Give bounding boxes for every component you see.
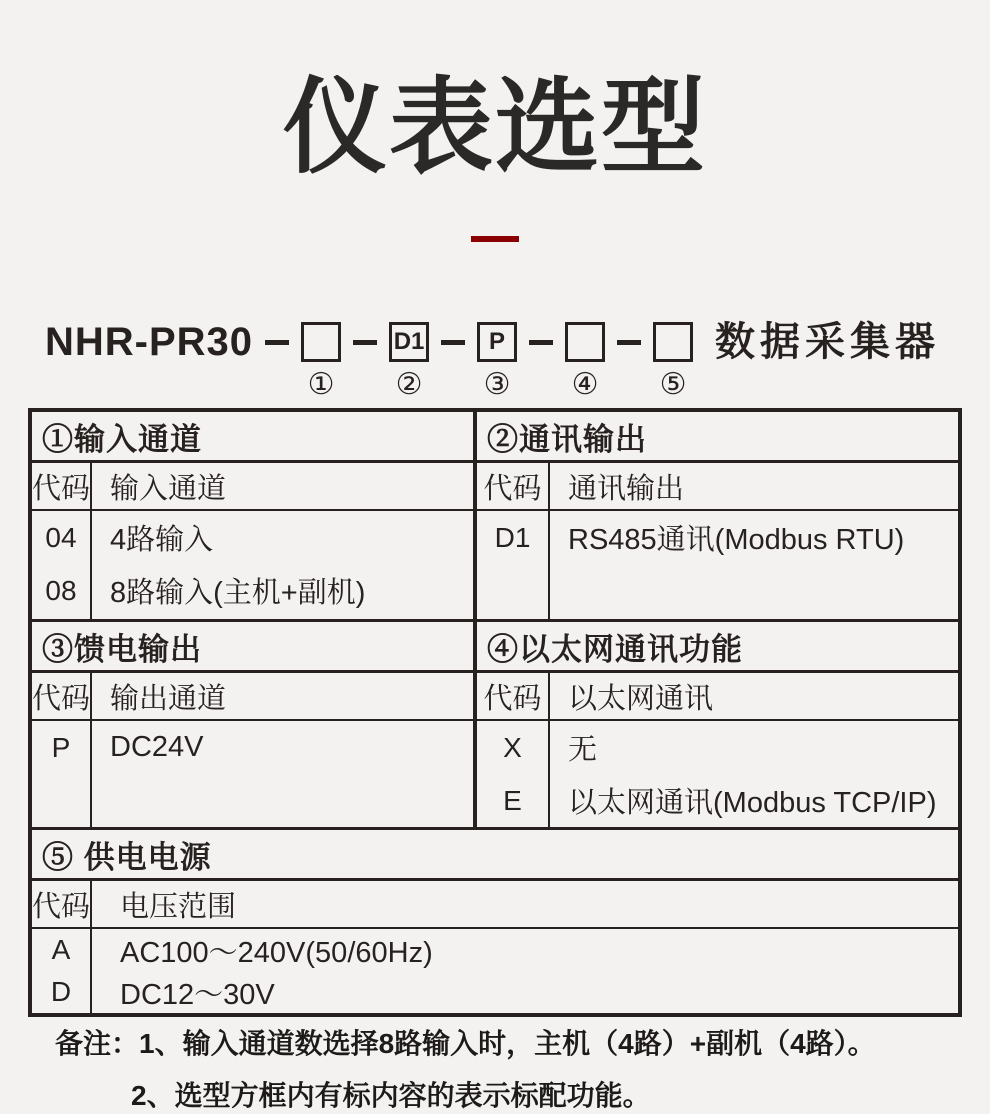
model-separator-dash — [441, 340, 465, 345]
table-cell-code: 04 — [45, 521, 77, 553]
section-5-header: ⑤ 供电电源 — [32, 830, 958, 881]
section-1-value-header: 输入通道 — [110, 472, 227, 505]
model-slot-3 — [477, 322, 517, 400]
section-4-header: ④以太网通讯功能 — [477, 622, 958, 673]
section-5-value-header: 电压范围 — [120, 890, 237, 923]
section-comm-output — [477, 412, 958, 619]
section-row-3-4 — [32, 619, 958, 827]
section-3-header: ③馈电输出 — [32, 622, 473, 673]
table-cell-code: P — [51, 731, 71, 763]
section-1-subheader — [32, 463, 473, 511]
model-slot-1-box — [301, 322, 341, 362]
table-cell-value: DC24V — [110, 731, 204, 763]
table-cell-code: D1 — [494, 521, 531, 553]
section-row-1-2 — [32, 412, 958, 619]
table-cell-code: X — [503, 731, 522, 763]
section-5-code-header: 代码 — [32, 881, 92, 927]
section-2-value-header: 通讯输出 — [568, 472, 685, 505]
model-separator-dash — [529, 340, 553, 345]
model-slot-3-number: ③ — [483, 368, 511, 401]
section-4-value-header: 以太网通讯 — [568, 682, 714, 715]
footnote-1-text: 1、输入通道数选择8路输入时，主机（4路）+副机（4路）。 — [139, 1028, 876, 1059]
model-slot-5-box — [653, 322, 693, 362]
footnote-1 — [55, 1022, 876, 1062]
model-separator-dash — [353, 340, 377, 345]
section-input-channels — [32, 412, 477, 619]
section-2-body — [477, 511, 958, 619]
footnote-2-text: 2、选型方框内有标内容的表示标配功能。 — [131, 1080, 651, 1111]
model-slot-2 — [389, 322, 429, 400]
table-cell-code: E — [503, 784, 522, 816]
table-cell-value: 8路输入(主机+副机) — [110, 577, 366, 609]
table-cell-value: AC100～240V(50/60Hz) — [120, 936, 433, 969]
section-1-body — [32, 511, 473, 619]
table-cell-value: RS485通讯(Modbus RTU) — [568, 524, 905, 556]
section-feed-output — [32, 622, 477, 827]
selection-table — [28, 408, 962, 1017]
model-suffix: 数据采集器 — [715, 320, 941, 364]
section-1-code-header: 代码 — [32, 463, 92, 509]
table-cell-code: 08 — [45, 574, 77, 606]
model-slot-4-number: ④ — [571, 368, 599, 401]
section-ethernet-comm — [477, 622, 958, 827]
model-prefix: NHR-PR30 — [45, 320, 254, 364]
model-slot-4-box — [565, 322, 605, 362]
section-3-code-header: 代码 — [32, 673, 92, 719]
model-slot-5-number: ⑤ — [659, 368, 687, 401]
section-3-subheader — [32, 673, 473, 721]
section-2-code-header: 代码 — [477, 463, 550, 509]
model-separator-dash — [265, 340, 289, 345]
table-cell-value: 4路输入 — [110, 524, 214, 556]
section-4-subheader — [477, 673, 958, 721]
footnote-label: 备注： — [55, 1028, 140, 1059]
model-slot-2-number: ② — [395, 368, 423, 401]
section-3-value-header: 输出通道 — [110, 682, 227, 715]
model-slot-5 — [653, 322, 693, 400]
section-3-body — [32, 721, 473, 827]
model-slot-4 — [565, 322, 605, 400]
model-number-diagram — [45, 322, 940, 400]
model-separator-dash — [617, 340, 641, 345]
section-2-subheader — [477, 463, 958, 511]
page-title: 仪表选型 — [282, 70, 707, 186]
section-4-code-header: 代码 — [477, 673, 550, 719]
model-slot-1-number: ① — [307, 368, 335, 401]
table-cell-code: A — [51, 934, 71, 965]
section-5-body — [32, 929, 958, 1013]
section-2-header: ②通讯输出 — [477, 412, 958, 463]
accent-dash — [471, 236, 519, 242]
model-slot-2-box: D1 — [389, 322, 429, 362]
model-slot-1 — [301, 322, 341, 400]
table-cell-value: DC12～30V — [120, 978, 275, 1011]
table-cell-code: D — [50, 976, 72, 1007]
section-4-body — [477, 721, 958, 827]
model-slot-3-box: P — [477, 322, 517, 362]
section-power-supply — [32, 827, 958, 1013]
footnotes — [55, 1022, 876, 1114]
section-1-header: ①输入通道 — [32, 412, 473, 463]
footnote-2 — [131, 1074, 876, 1114]
table-cell-value: 无 — [568, 734, 598, 766]
section-5-subheader — [32, 881, 958, 929]
table-cell-value: 以太网通讯(Modbus TCP/IP) — [568, 787, 937, 819]
